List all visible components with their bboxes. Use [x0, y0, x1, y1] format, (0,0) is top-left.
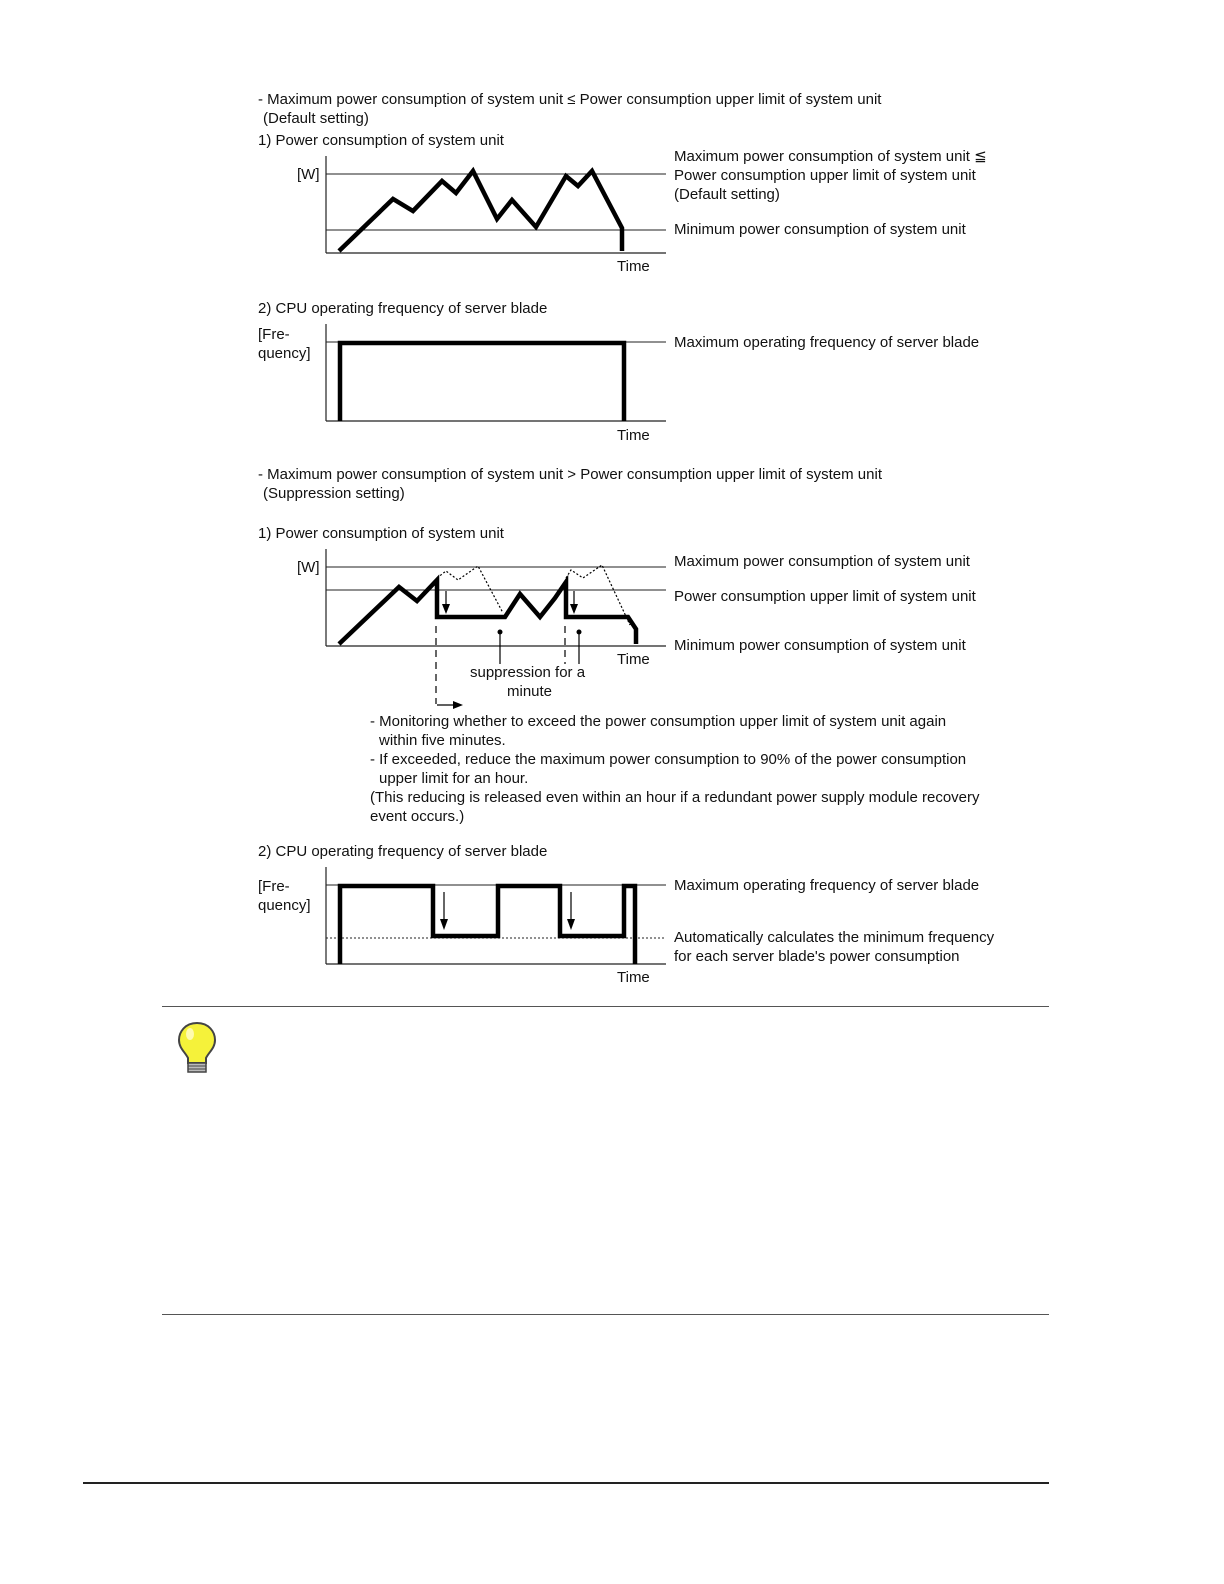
default-heading-line2: (Default setting) [263, 110, 369, 127]
suppression-note-1: - Monitoring whether to exceed the power consumption upper limit of system unit again [370, 713, 947, 730]
suppression-note-3: - If exceeded, reduce the maximum power consumption to 90% of the power consumption [370, 751, 967, 768]
suppression-freq-label-auto-2: for each server blade's power consumption [674, 948, 960, 965]
default-freq-y-label-2: quency] [258, 345, 311, 362]
suppression-freq-chart [326, 867, 666, 964]
tip-bottom-divider [162, 1314, 1049, 1315]
suppression-power-chart [326, 549, 666, 709]
default-power-label-max-2: Power consumption upper limit of system unit [674, 167, 976, 184]
suppression-note-5: (This reducing is released even within an hour if a redundant power supply module recovery [370, 789, 980, 806]
suppression-freq-chart-title: 2) CPU operating frequency of server blade [258, 843, 548, 860]
default-power-chart [326, 156, 666, 253]
suppression-marker-2-dot [577, 630, 582, 635]
default-power-curve [339, 171, 622, 251]
suppression-note-6: event occurs.) [370, 808, 465, 825]
default-power-x-label: Time [617, 258, 650, 275]
suppression-duration-label-2: minute [507, 683, 553, 700]
tip-top-divider [162, 1006, 1049, 1007]
suppression-arrow-1-head [442, 604, 450, 614]
suppression-power-label-max: Maximum power consumption of system unit [674, 553, 970, 570]
default-freq-label-max: Maximum operating frequency of server blade [674, 334, 980, 351]
default-power-label-max-1: Maximum power consumption of system unit ≦ [674, 148, 987, 165]
suppression-freq-label-auto-1: Automatically calculates the minimum frequency [674, 929, 995, 946]
default-freq-chart [326, 324, 666, 421]
page-footer-rule [83, 1482, 1049, 1484]
default-freq-x-label: Time [617, 427, 650, 444]
default-power-label-min: Minimum power consumption of system unit [674, 221, 966, 238]
default-freq-curve [340, 343, 624, 421]
default-freq-chart-title: 2) CPU operating frequency of server blade [258, 300, 548, 317]
lightbulb-icon [175, 1020, 219, 1074]
suppression-marker-1-dot [498, 630, 503, 635]
default-heading-line1: - Maximum power consumption of system unit ≤ Power consumption upper limit of system unit [258, 91, 882, 108]
default-power-chart-title: 1) Power consumption of system unit [258, 132, 504, 149]
suppression-freq-y-label-2: quency] [258, 897, 311, 914]
suppression-duration-label-1: suppression for a [470, 664, 586, 681]
suppression-freq-curve [340, 886, 635, 964]
suppression-power-x-label: Time [617, 651, 650, 668]
default-power-label-max-3: (Default setting) [674, 186, 780, 203]
suppression-freq-y-label-1: [Fre- [258, 878, 290, 895]
monitoring-arrow-head [453, 701, 463, 709]
suppression-power-y-label: [W] [297, 559, 320, 576]
suppression-freq-label-max: Maximum operating frequency of server blade [674, 877, 980, 894]
suppression-arrow-2-head [570, 604, 578, 614]
suppression-power-chart-title: 1) Power consumption of system unit [258, 525, 504, 542]
suppression-note-2: within five minutes. [379, 732, 506, 749]
freq-drop-arrow-2-head [567, 919, 575, 930]
suppression-heading-line1: - Maximum power consumption of system unit > Power consumption upper limit of system unit [258, 466, 882, 483]
default-freq-y-label-1: [Fre- [258, 326, 290, 343]
suppression-power-label-min: Minimum power consumption of system unit [674, 637, 966, 654]
freq-drop-arrow-1-head [440, 919, 448, 930]
suppression-note-4: upper limit for an hour. [379, 770, 529, 787]
default-power-y-label: [W] [297, 166, 320, 183]
suppression-freq-x-label: Time [617, 969, 650, 986]
suppression-power-label-upper: Power consumption upper limit of system unit [674, 588, 976, 605]
suppression-heading-line2: (Suppression setting) [263, 485, 405, 502]
